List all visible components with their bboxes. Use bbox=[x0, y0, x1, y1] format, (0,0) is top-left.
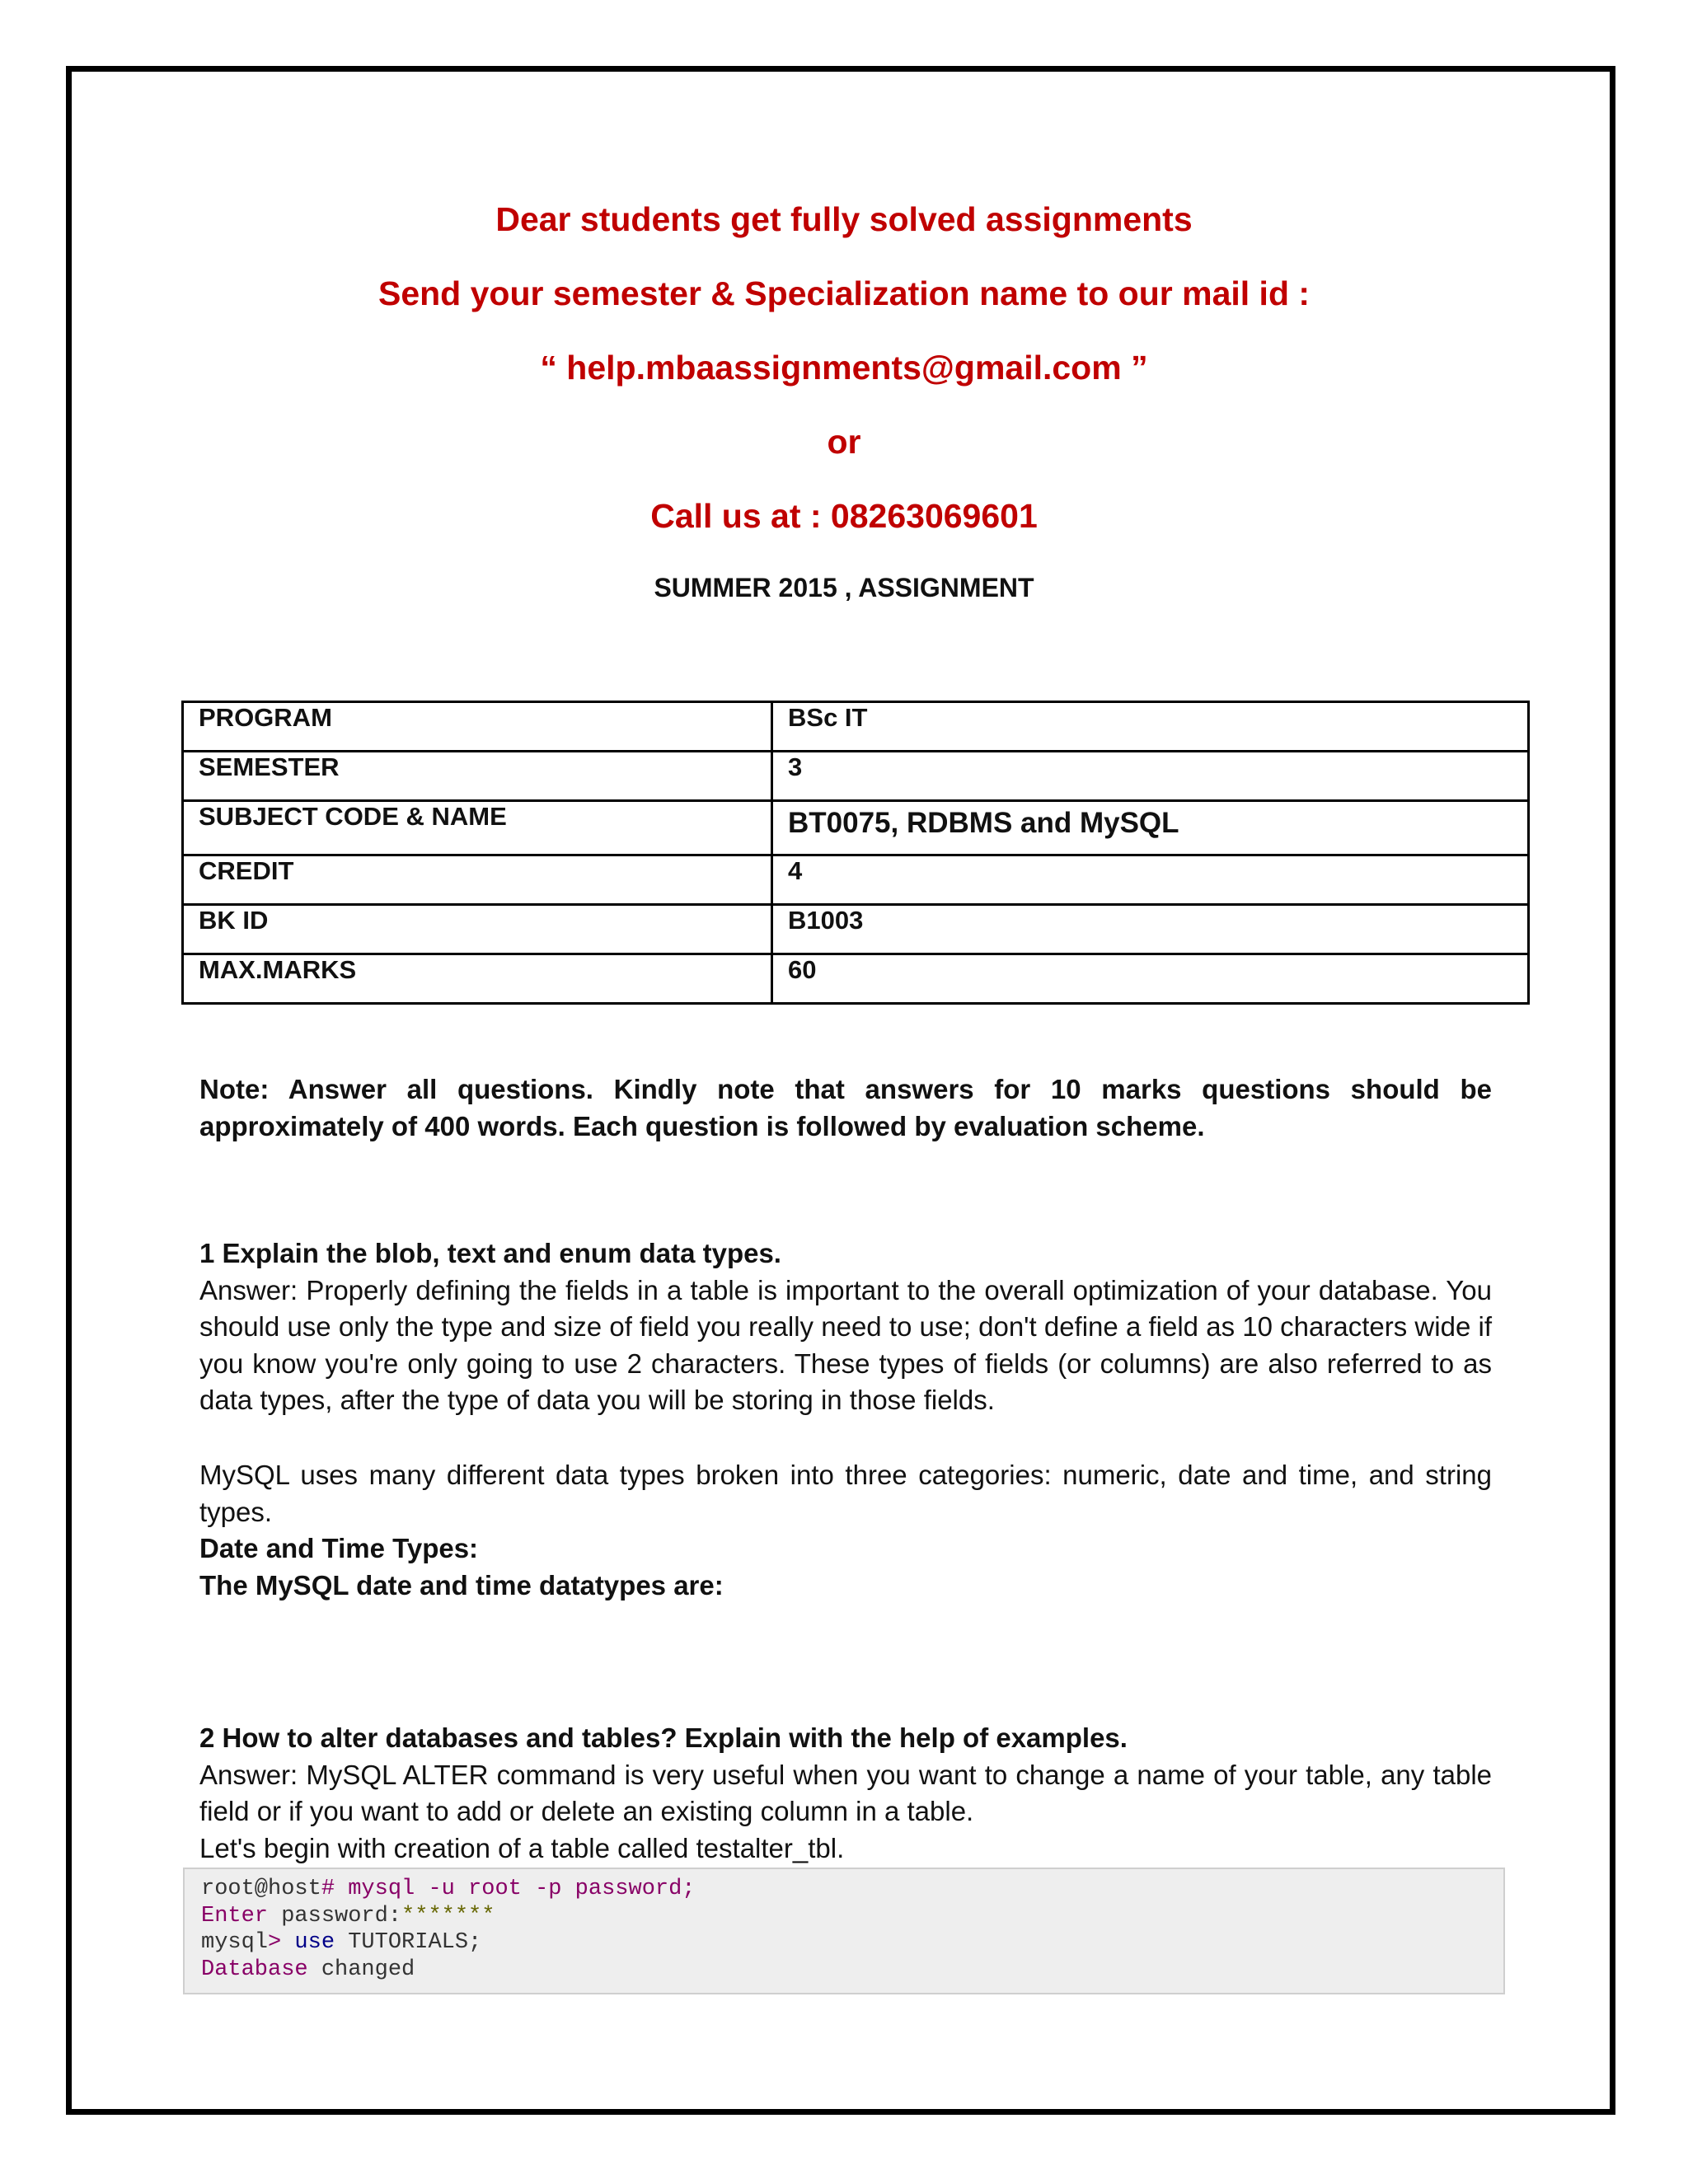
code-token: ******* bbox=[401, 1903, 495, 1929]
table-label: PROGRAM bbox=[183, 702, 772, 752]
table-label: BK ID bbox=[183, 905, 772, 954]
code-block bbox=[183, 1868, 1505, 1994]
code-line bbox=[201, 1903, 1503, 1930]
code-token: mysql bbox=[201, 1930, 269, 1955]
code-line bbox=[201, 1929, 1503, 1957]
code-token: > bbox=[268, 1930, 295, 1955]
header-phone: Call us at : 08263069601 bbox=[650, 497, 1038, 535]
header-line-2: Send your semester & Specialization name to our mail id : bbox=[377, 274, 1311, 312]
code-token: Database bbox=[201, 1957, 308, 1982]
table-row bbox=[183, 855, 1529, 905]
table-value: BSc IT bbox=[772, 702, 1529, 752]
table-label: CREDIT bbox=[183, 855, 772, 905]
date-time-heading: Date and Time Types: bbox=[199, 1533, 479, 1563]
code-line bbox=[201, 1876, 1503, 1903]
table-value: B1003 bbox=[772, 905, 1529, 954]
table-value: BT0075, RDBMS and MySQL bbox=[772, 801, 1529, 855]
answer-1: Answer: Properly defining the fields in a table is important to the overall optimization of your database. You should use only the type and size of field you really need to use; don't define a field as 10 characters wide if you know you're only going to use 2 characters. These types of fields (or columns) are also referred to as data types, after the type of data you will be storing in those fields. bbox=[199, 1274, 1492, 1415]
table-value: 60 bbox=[772, 954, 1529, 1004]
table-value: 4 bbox=[772, 855, 1529, 905]
note: Note: Answer all questions. Kindly note that answers for 10 marks questions should be approximately of 400 words. Each question is followed by evaluation scheme. bbox=[199, 1074, 1492, 1141]
table-label: SEMESTER bbox=[183, 752, 772, 801]
date-time-subheading: The MySQL date and time datatypes are: bbox=[199, 1569, 724, 1601]
info-table bbox=[181, 701, 1530, 1005]
code-token: root@host bbox=[201, 1877, 321, 1901]
table-value: 3 bbox=[772, 752, 1529, 801]
answer-2-line-2: Let's begin with creation of a table called testalter_tbl. bbox=[199, 1832, 845, 1863]
question-1-block bbox=[199, 1235, 1492, 1419]
code-token: password: bbox=[268, 1903, 402, 1929]
code-token: TUTORIALS; bbox=[335, 1930, 482, 1955]
question-1: 1 Explain the blob, text and enum data types. bbox=[199, 1238, 781, 1268]
question-1-continued bbox=[199, 1457, 1492, 1604]
table-label: MAX.MARKS bbox=[183, 954, 772, 1004]
code-token: changed bbox=[307, 1957, 415, 1982]
code-line bbox=[201, 1957, 1503, 1984]
table-row bbox=[183, 954, 1529, 1004]
answer-2: Answer: MySQL ALTER command is very useful when you want to change a name of your table, any table field or if you want to add or delete an existing column in a table. bbox=[199, 1759, 1492, 1826]
table-label: SUBJECT CODE & NAME bbox=[183, 801, 772, 855]
table-row bbox=[183, 801, 1529, 855]
table-row bbox=[183, 905, 1529, 954]
data-types-paragraph: MySQL uses many different data types broken into three categories: numeric, date and time, and string types. bbox=[199, 1460, 1492, 1527]
code-token: use bbox=[294, 1930, 335, 1955]
code-token: Enter bbox=[201, 1903, 269, 1929]
question-2-block bbox=[199, 1720, 1492, 1867]
header-or: or bbox=[827, 423, 861, 461]
header-email: “ help.mbaassignments@gmail.com ” bbox=[540, 349, 1148, 387]
question-2: 2 How to alter databases and tables? Explain with the help of examples. bbox=[199, 1722, 1128, 1753]
code-token: # mysql -u root -p password; bbox=[321, 1877, 696, 1901]
assignment-title: SUMMER 2015 , ASSIGNMENT bbox=[654, 573, 1034, 602]
table-row bbox=[183, 752, 1529, 801]
table-row bbox=[183, 702, 1529, 752]
header-line-1: Dear students get fully solved assignments bbox=[495, 200, 1193, 238]
